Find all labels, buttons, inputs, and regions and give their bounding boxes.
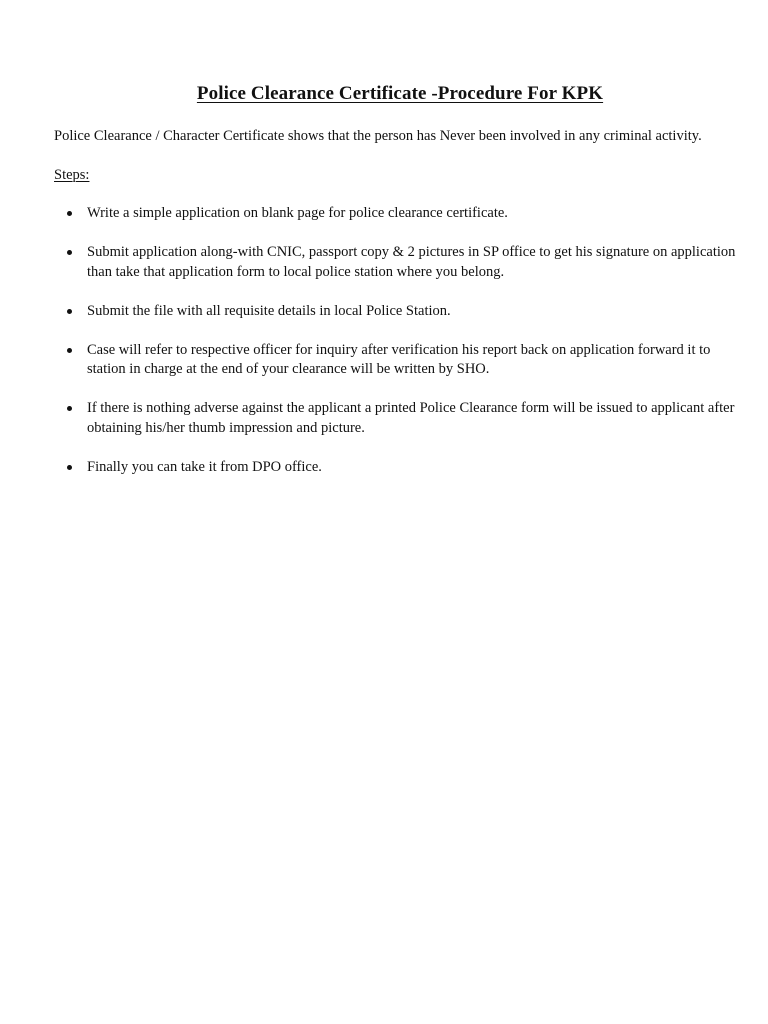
list-item — [0, 243, 768, 282]
bullet-icon — [67, 211, 72, 216]
bullet-icon — [67, 465, 72, 470]
step-text: Write a simple application on blank page for police clearance certificate. — [87, 205, 508, 221]
step-text: Case will refer to respective officer for inquiry after verification his report back on application forward it to station in charge at the end of your clearance will be written by SHO. — [87, 341, 711, 377]
page-title — [0, 80, 768, 108]
list-item — [0, 458, 768, 478]
step-text: Submit application along-with CNIC, passport copy & 2 pictures in SP office to get his signature on application than take that application form to local police station where you belong. — [87, 244, 736, 280]
list-item — [0, 302, 768, 322]
list-item — [0, 399, 768, 438]
bullet-icon — [67, 309, 72, 314]
bullet-icon — [67, 406, 72, 411]
step-text: Submit the file with all requisite details in local Police Station. — [87, 302, 451, 319]
bullet-icon — [67, 348, 72, 353]
step-text: Finally you can take it from DPO office. — [87, 458, 322, 475]
bullet-icon — [67, 250, 72, 255]
page-title-text: Police Clearance Certificate -Procedure For KPK — [196, 83, 604, 104]
list-item — [0, 341, 768, 380]
intro-paragraph: Police Clearance / Character Certificate shows that the person has Never been involved in any criminal activity. — [54, 128, 702, 144]
step-text: If there is nothing adverse against the applicant a printed Police Clearance form will be issued to applicant after obtaining his/her thumb impression and picture. — [87, 400, 735, 436]
list-item — [0, 204, 768, 224]
steps-heading: Steps: — [54, 167, 90, 183]
steps-list — [0, 204, 768, 497]
